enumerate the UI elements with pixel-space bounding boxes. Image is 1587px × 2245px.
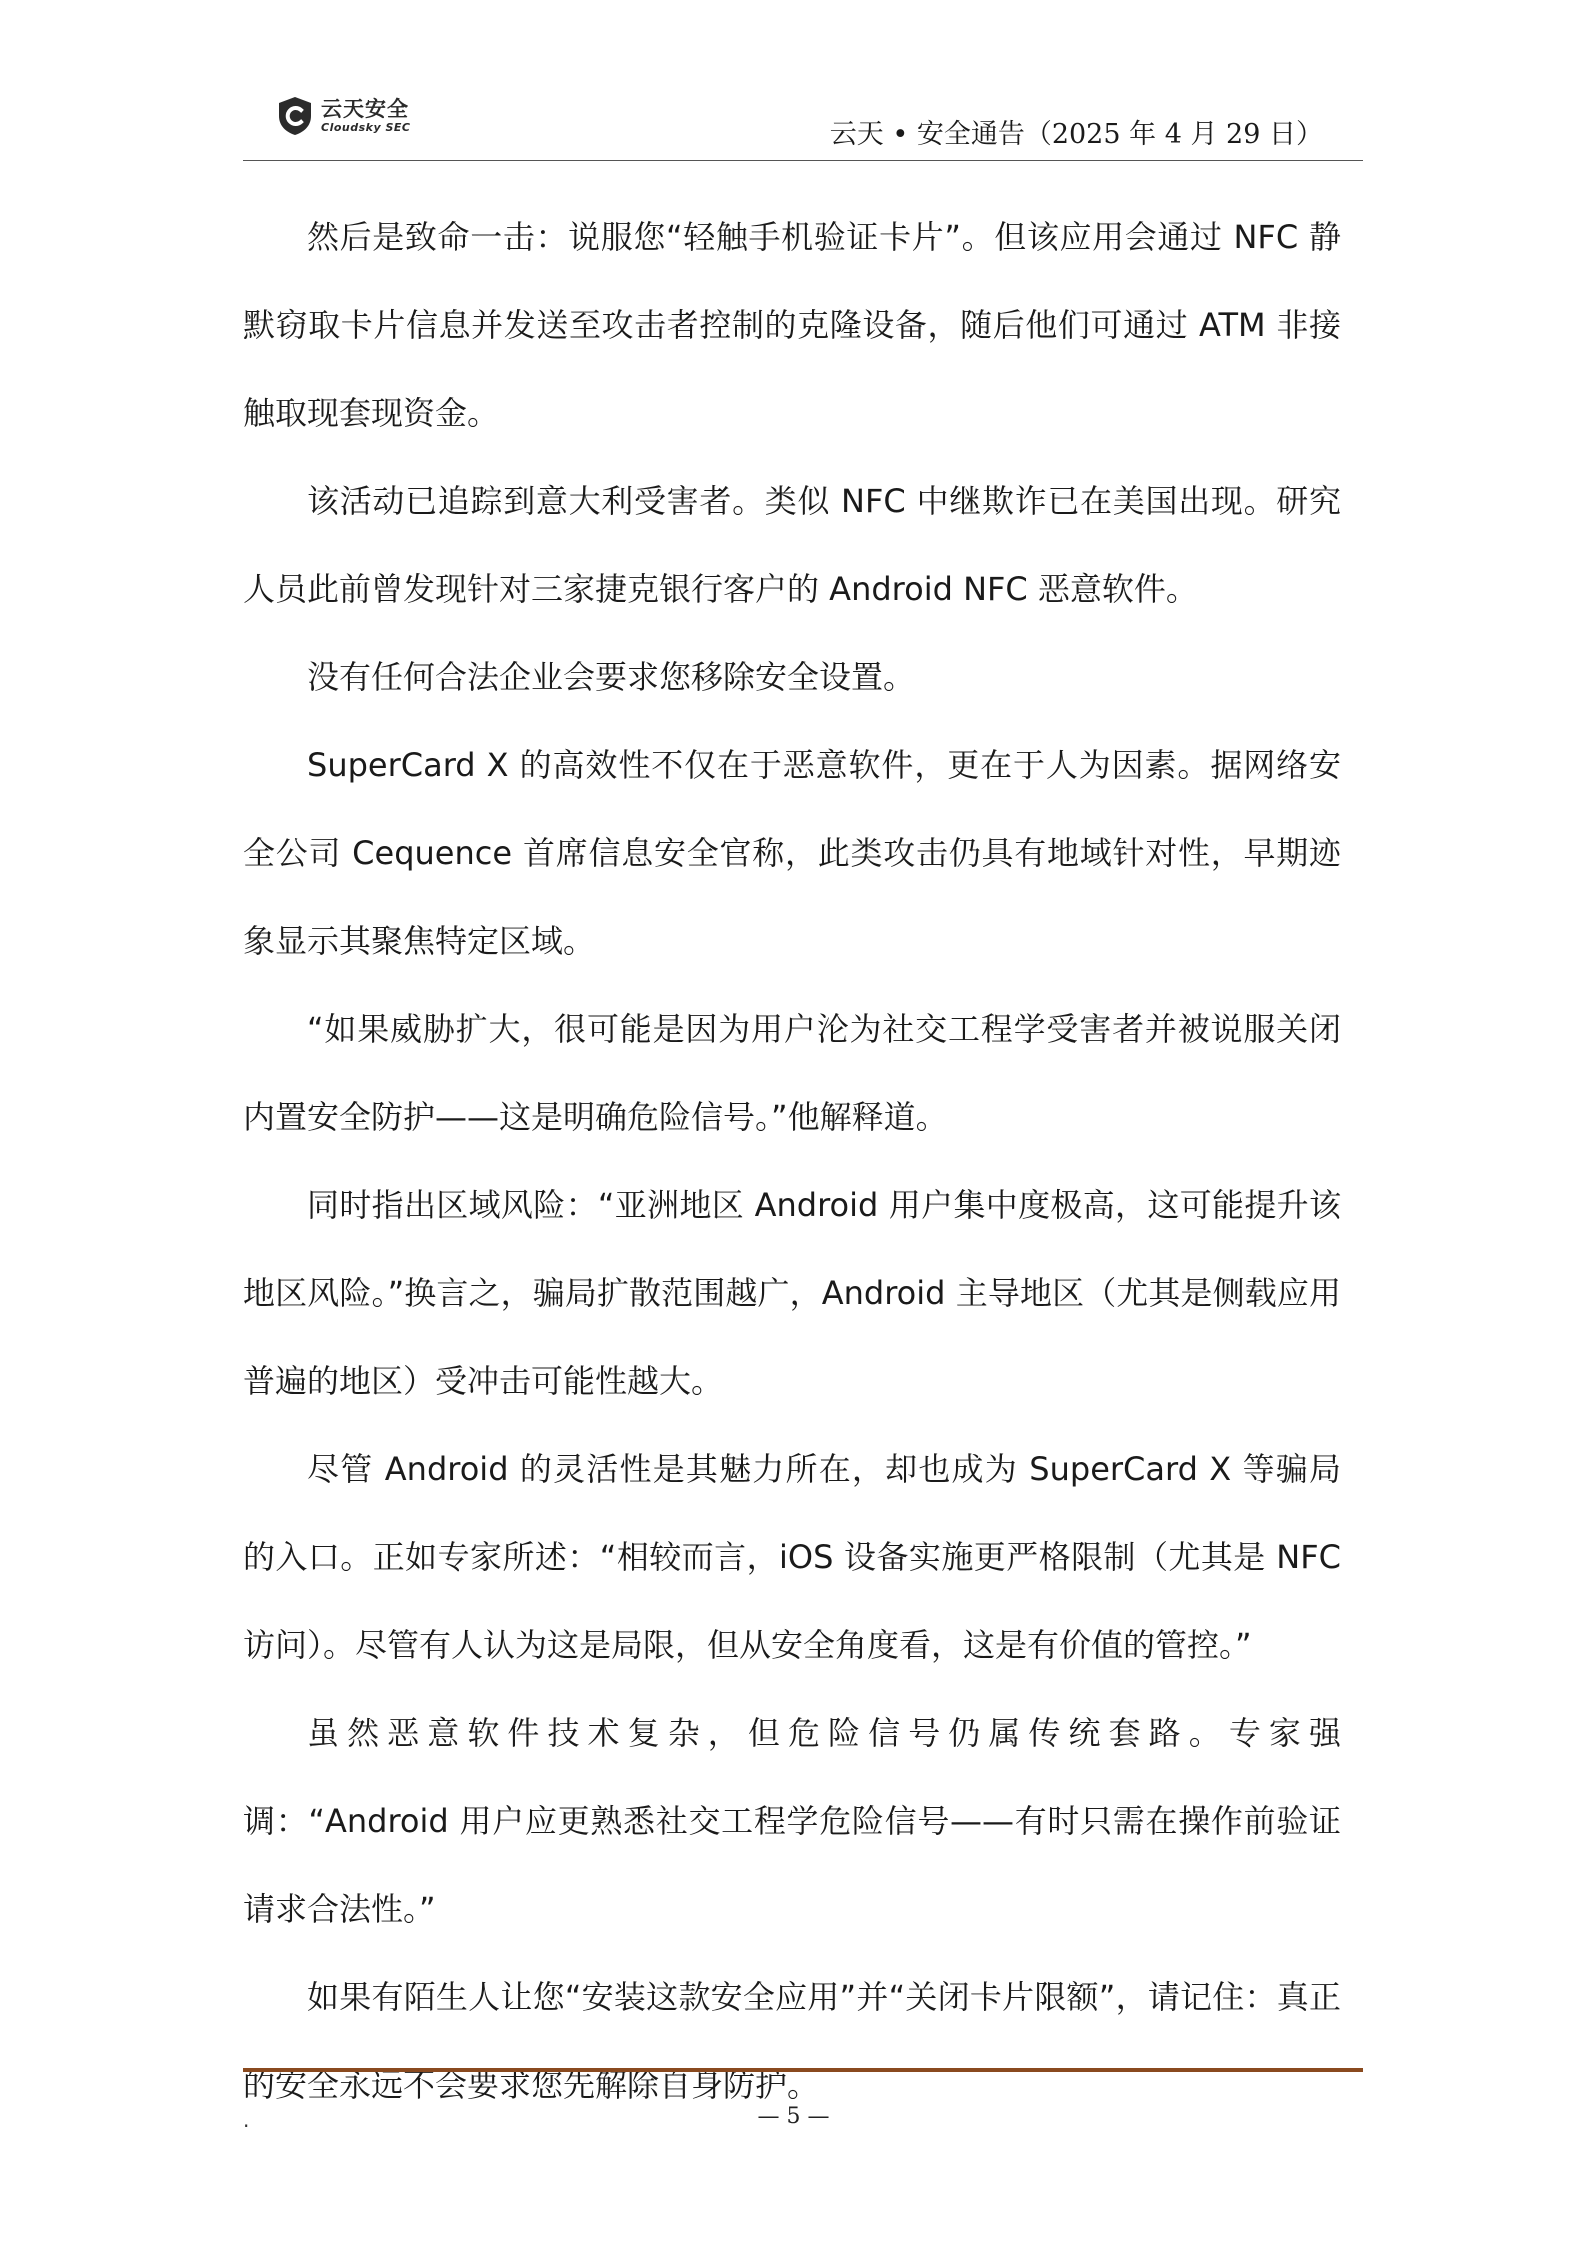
paragraph: 虽然恶意软件技术复杂，但危险信号仍属传统套路。专家强调：“Android 用户应更熟悉社交工程学危险信号——有时只需在操作前验证请求合法性。” [243, 1714, 1341, 1928]
paragraph: 该活动已追踪到意大利受害者。类似 NFC 中继欺诈已在美国出现。研究人员此前曾发现针对三家捷克银行客户的 Android NFC 恶意软件。 [243, 482, 1341, 608]
header-divider [243, 160, 1363, 161]
paragraph: 然后是致命一击：说服您“轻触手机验证卡片”。但该应用会通过 NFC 静默窃取卡片信息并发送至攻击者控制的克隆设备，随后他们可通过 ATM 非接触取现套现资金。 [243, 218, 1341, 432]
page-header [243, 92, 1363, 162]
paragraph: 同时指出区域风险：“亚洲地区 Android 用户集中度极高，这可能提升该地区风险。”换言之，骗局扩散范围越广，Android 主导地区（尤其是侧载应用普遍的地区）受冲击可能性越大。 [243, 1186, 1341, 1400]
paragraph: SuperCard X 的高效性不仅在于恶意软件，更在于人为因素。据网络安全公司 Cequence 首席信息安全官称，此类攻击仍具有地域针对性，早期迹象显示其聚焦特定区域。 [243, 746, 1341, 960]
paragraph: 没有任何合法企业会要求您移除安全设置。 [307, 658, 916, 696]
footer-divider [243, 2068, 1363, 2072]
article-body [243, 193, 1341, 2129]
paragraph: “如果威胁扩大，很可能是因为用户沦为社交工程学受害者并被说服关闭内置安全防护——这是明确危险信号。”他解释道。 [243, 1010, 1341, 1136]
page-number: — 5 — [757, 2104, 830, 2129]
paragraph: 如果有陌生人让您“安装这款安全应用”并“关闭卡片限额”，请记住：真正的安全永远不会要求您先解除自身防护。 [243, 1978, 1341, 2104]
logo-chinese-text: 云天安全 [321, 97, 409, 121]
shield-c-icon [277, 96, 313, 136]
bulletin-title: 云天 • 安全通告（2025 年 4 月 29 日） [829, 119, 1323, 150]
paragraph: 尽管 Android 的灵活性是其魅力所在，却也成为 SuperCard X 等骗局的入口。正如专家所述：“相较而言，iOS 设备实施更严格限制（尤其是 NFC 访问）。尽管有人认为这是局限，但从安全角度看，这是有价值的管控。” [243, 1450, 1341, 1664]
footer-dot: . [243, 2108, 250, 2132]
logo-english-text: Cloudsky SEC [321, 121, 411, 134]
company-logo [277, 96, 410, 136]
